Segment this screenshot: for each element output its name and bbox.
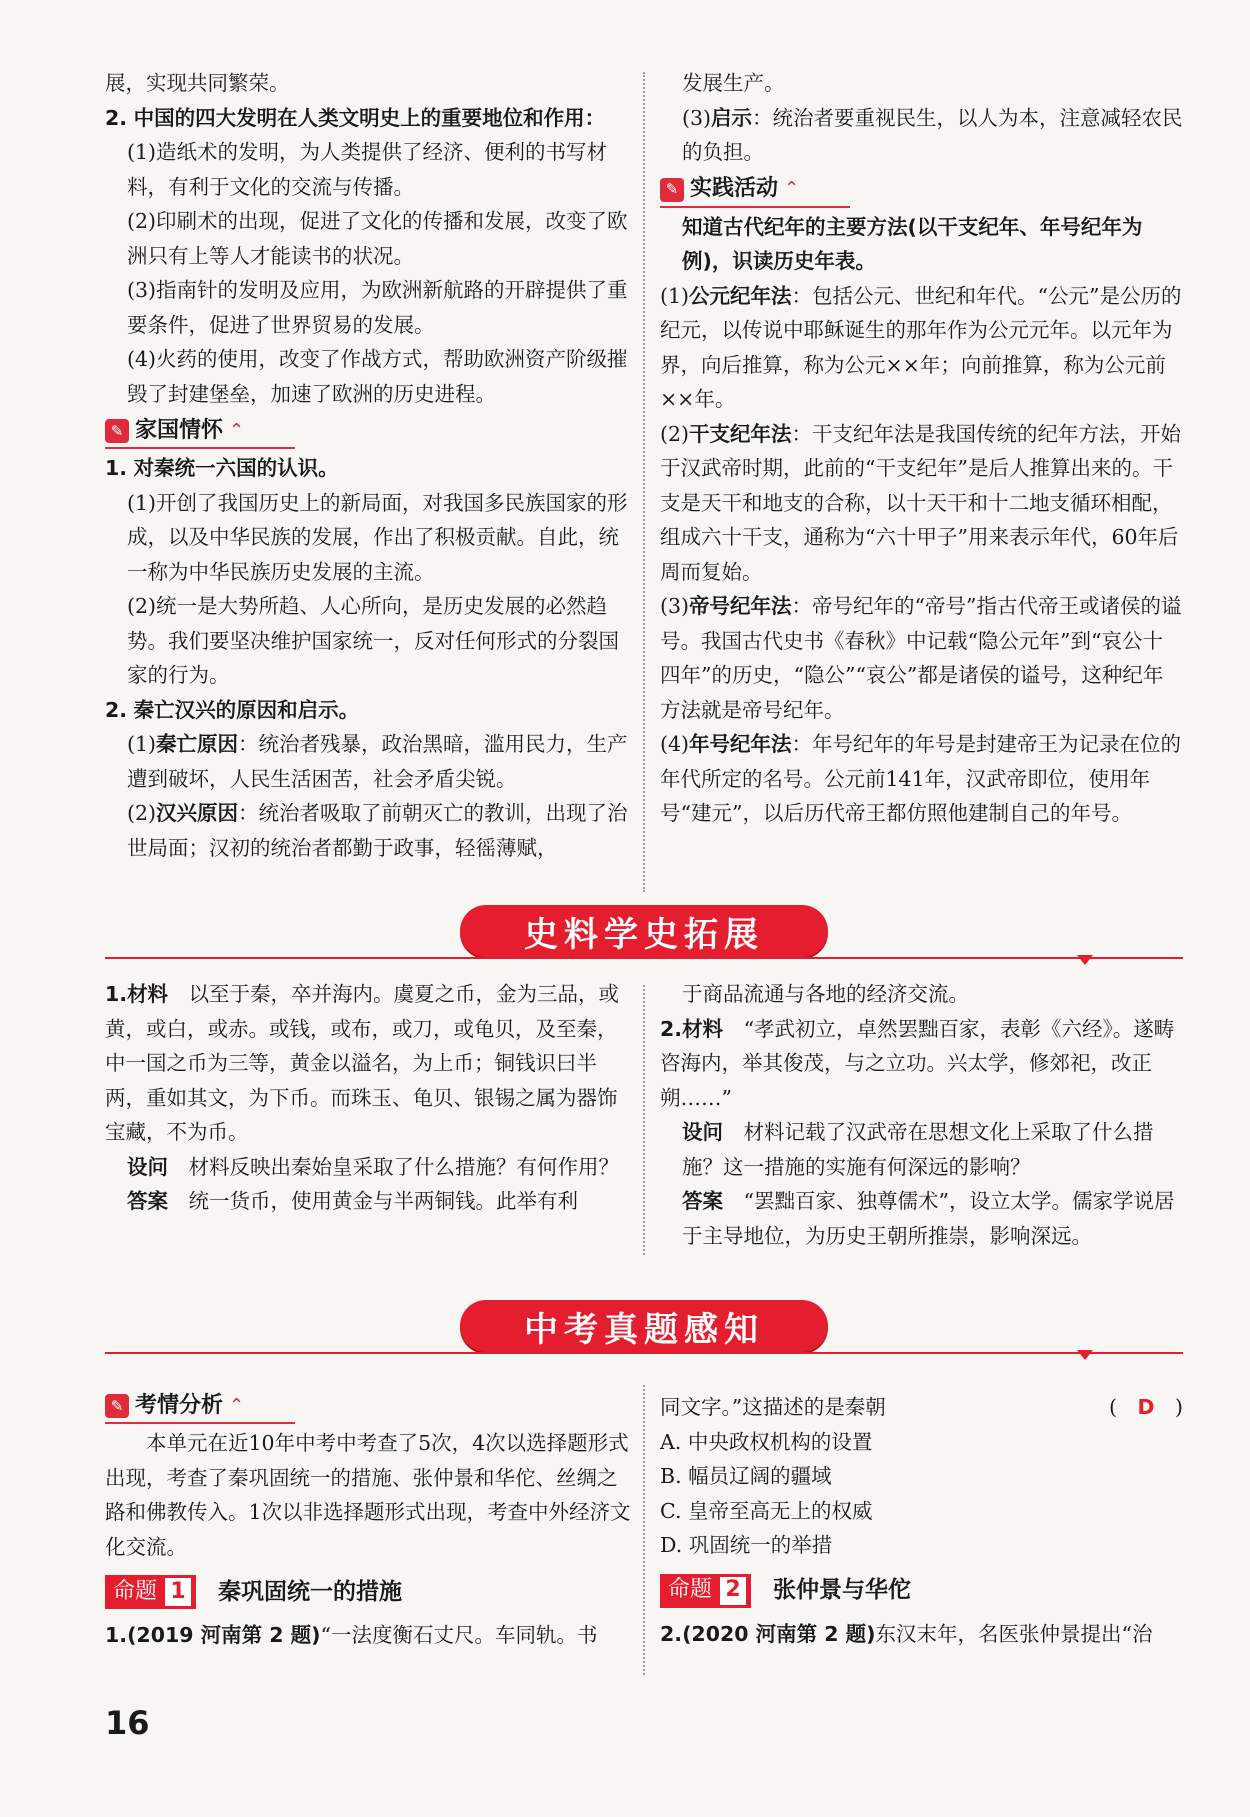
right-column-exam <box>660 1390 1183 1651</box>
source-question: 设问 材料反映出秦始皇采取了什么措施？有何作用？ <box>127 1154 619 1179</box>
right-column-sources <box>660 977 1183 1253</box>
pencil-icon: ✎ <box>105 1394 129 1418</box>
exam-question: 2.(2020 河南第 2 题)东汉末年，名医张仲景提出“治 <box>660 1621 1153 1646</box>
topic-2-header <box>660 1571 1183 1611</box>
banner-title: 中考真题感知 <box>460 1300 828 1352</box>
heading-underline <box>105 1422 295 1424</box>
text-line: 于商品流通与各地的经济交流。 <box>682 982 969 1006</box>
exam-question-cont: 同文字。”这描述的是秦朝 ( D ) <box>660 1390 1183 1425</box>
source-material: 2.材料 “孝武初立，卓然罢黜百家，表彰《六经》。遂畴咨海内，举其俊茂，与之立功。兴太学，修郊祀，改正朔……” <box>660 1016 1175 1110</box>
pencil-icon: ✎ <box>105 419 129 443</box>
source-answer: 答案 “罢黜百家、独尊儒术”，设立太学。儒家学说居于主导地位，为历史王朝所推崇，影响深远。 <box>682 1189 1175 1248</box>
banner-rule <box>105 957 1183 959</box>
question-2-title: 2. 中国的四大发明在人类文明史上的重要地位和作用： <box>105 105 606 130</box>
list-item: (1)开创了我国历史上的新局面，对我国多民族国家的形成，以及中华民族的发展，作出了积极贡献。自此，统一称为中华民族历史发展的主流。 <box>127 490 628 584</box>
source-question: 设问 材料记载了汉武帝在思想文化上采取了什么措施？这一措施的实施有何深远的影响？ <box>682 1120 1154 1179</box>
left-column-sources <box>105 977 632 1219</box>
list-item: (3)指南针的发明及应用，为欧洲新航路的开辟提供了重要条件，促进了世界贸易的发展。 <box>127 278 628 337</box>
text-line: 展，实现共同繁荣。 <box>105 71 290 95</box>
option: A. 中央政权机构的设置 <box>660 1429 873 1454</box>
question-title: 2. 秦亡汉兴的原因和启示。 <box>105 697 360 722</box>
analysis-paragraph: 本单元在近10年中考中考查了5次，4次以选择题形式出现，考查了秦巩固统一的措施、张仲景和华佗、丝绸之路和佛教传入。1次以非选择题形式出现，考查中外经济文化交流。 <box>105 1431 631 1559</box>
banner-title: 史料学史拓展 <box>460 905 828 957</box>
list-item: (1)造纸术的发明，为人类提供了经济、便利的书写材料，有利于文化的交流与传播。 <box>127 140 608 199</box>
practice-intro: 知道古代纪年的主要方法(以干支纪年、年号纪年为例)，识读历史年表。 <box>682 214 1143 273</box>
heading-underline <box>105 447 295 449</box>
list-item: (3)帝号纪年法：帝号纪年的“帝号”指古代帝王或诸侯的谥号。我国古代史书《春秋》中记载“隐公元年”到“哀公十四年”的历史，“隐公”“哀公”都是诸侯的谥号，这种纪年方法就是帝号纪年。 <box>660 594 1182 722</box>
list-item: (3)启示：统治者要重视民生，以人为本，注意减轻农民的负担。 <box>682 105 1183 164</box>
topic-1-header <box>105 1572 632 1612</box>
list-item: (1)秦亡原因：统治者残暴，政治黑暗，滥用民力，生产遭到破坏，人民生活困苦，社会矛盾尖锐。 <box>127 732 628 791</box>
option: D. 巩固统一的举措 <box>660 1533 833 1557</box>
list-item: (2)汉兴原因：统治者吸取了前朝灭亡的教训，出现了治世局面；汉初的统治者都勤于政事，轻徭薄赋， <box>127 801 628 860</box>
banner-shiliao <box>105 905 1183 967</box>
list-item: (1)公元纪年法：包括公元、世纪和年代。“公元”是公历的纪元，以传说中耶稣诞生的那年作为公元元年。以元年为界，向后推算，称为公元××年；向前推算，称为公元前××年。 <box>660 283 1182 411</box>
pencil-icon: ✎ <box>660 178 684 202</box>
option: B. 幅员辽阔的疆域 <box>660 1464 832 1488</box>
section-heading-analysis: ✎ 考情分析 ⌃ <box>105 1388 632 1424</box>
left-column-exam <box>105 1386 632 1653</box>
section-heading-jiaguo: ✎ 家国情怀 ⌃ <box>105 413 632 449</box>
source-material: 1.材料 以至于秦，卒并海内。虞夏之币，金为三品，或黄，或白，或赤。或钱，或布，或刀，或龟贝，及至秦，中一国之币为三等，黄金以溢名，为上币；铜钱识曰半两，重如其文，为下币。而珠玉、龟贝、银锡之属为器饰宝藏，不为币。 <box>105 982 620 1144</box>
heading-underline <box>660 206 850 208</box>
right-column-top <box>660 66 1183 831</box>
left-column-top <box>105 66 632 865</box>
question-title: 1. 对秦统一六国的认识。 <box>105 456 339 480</box>
option: C. 皇帝至高无上的权威 <box>660 1498 873 1523</box>
answer-value: D <box>1137 1395 1155 1419</box>
answer-bracket: ( D ) <box>1108 1395 1183 1419</box>
list-item: (4)火药的使用，改变了作战方式，帮助欧洲资产阶级摧毁了封建堡垒，加速了欧洲的历史进程。 <box>127 347 628 406</box>
topic-tag: 命题 1 <box>105 1575 196 1609</box>
column-divider-bottom <box>643 1385 645 1675</box>
section-heading-practice: ✎ 实践活动 ⌃ <box>660 172 1183 208</box>
source-answer: 答案 统一货币，使用黄金与半两铜钱。此举有利 <box>127 1189 578 1213</box>
page-number: 16 <box>105 1704 150 1742</box>
text-line: 发展生产。 <box>682 71 785 95</box>
list-item: (2)印刷术的出现，促进了文化的传播和发展，改变了欧洲只有上等人才能读书的状况。 <box>127 209 628 268</box>
column-divider-mid <box>643 985 645 1255</box>
topic-tag: 命题 2 <box>660 1574 751 1608</box>
banner-tick-icon <box>1077 1350 1093 1360</box>
wave-icon: ⌃ <box>229 1394 245 1416</box>
list-item: (2)统一是大势所趋、人心所向，是历史发展的必然趋势。我们要坚决维护国家统一，反对任何形式的分裂国家的行为。 <box>127 594 619 687</box>
banner-zhongkao <box>105 1300 1183 1362</box>
topic-title: 秦巩固统一的措施 <box>218 1578 403 1605</box>
wave-icon: ⌃ <box>784 178 800 200</box>
wave-icon: ⌃ <box>229 419 245 441</box>
banner-rule <box>105 1352 1183 1354</box>
exam-question: 1.(2019 河南第 2 题)“一法度衡石丈尺。车同轨。书 <box>105 1623 598 1647</box>
list-item: (4)年号纪年法：年号纪年的年号是封建帝王为记录在位的年代所定的名号。公元前141年，汉武帝即位，使用年号“建元”，以后历代帝王都仿照他建制自己的年号。 <box>660 732 1182 825</box>
list-item: (2)干支纪年法：干支纪年法是我国传统的纪年方法，开始于汉武帝时期，此前的“干支纪年”是后人推算出来的。干支是天干和地支的合称，以十天干和十二地支循环相配，组成六十干支，通称为“六十甲子”用来表示年代，60年后周而复始。 <box>660 421 1182 584</box>
topic-title: 张仲景与华佗 <box>773 1577 912 1604</box>
banner-tick-icon <box>1077 955 1093 965</box>
column-divider-top <box>643 72 645 892</box>
